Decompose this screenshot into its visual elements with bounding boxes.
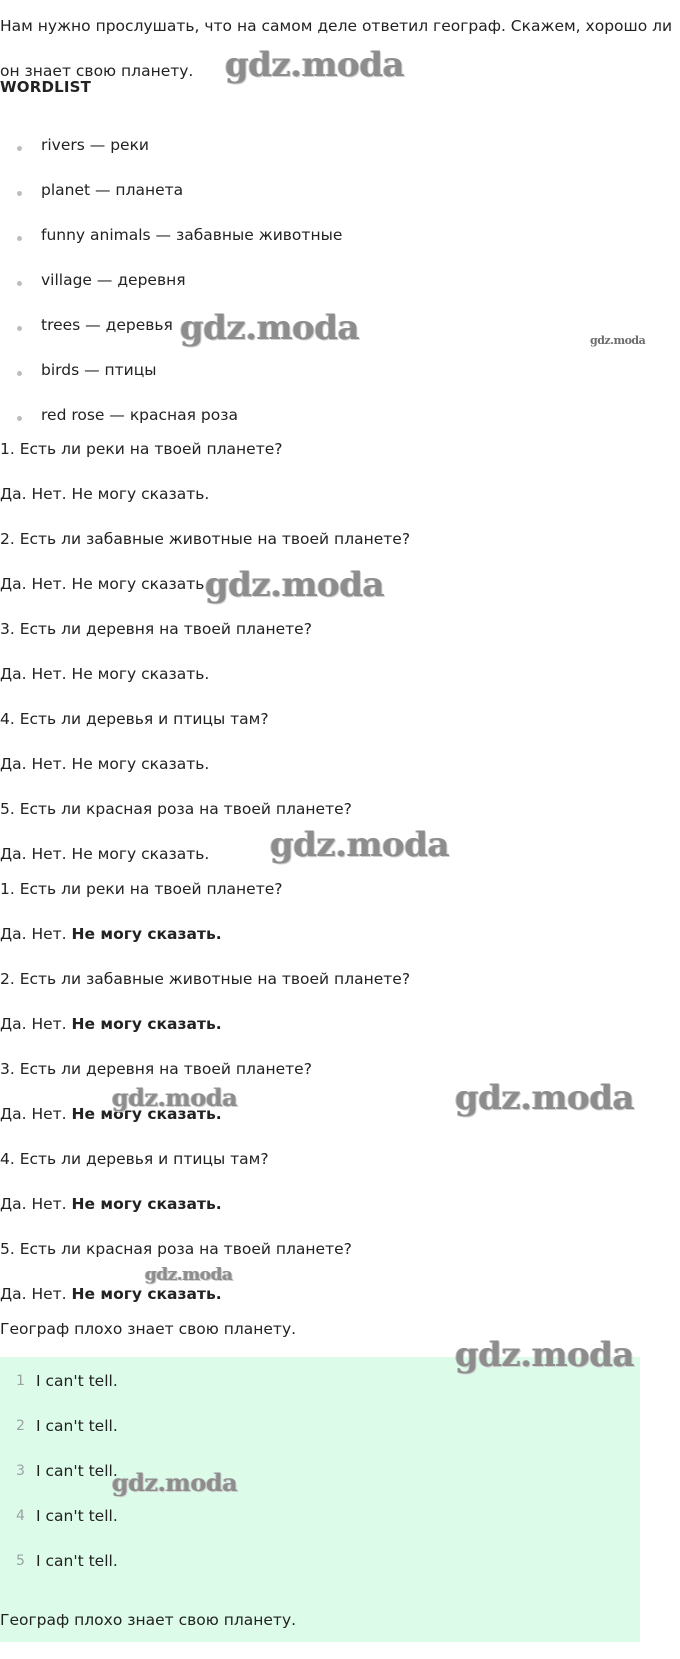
answer-plain: Да. Нет. (0, 1195, 72, 1213)
answer-options: Да. Нет. Не могу сказать. (0, 485, 210, 503)
answer-box-conclusion: Географ плохо знает свою планету. (0, 1611, 297, 1629)
line-text: I can't tell. (36, 1462, 118, 1480)
answer-plain: Да. Нет. (0, 1285, 72, 1303)
line-number: 1 (16, 1373, 25, 1389)
answer-options: Да. Нет. Не могу сказать. (0, 755, 210, 773)
wordlist-item-text: rivers — реки (41, 136, 150, 154)
watermark: gdz.moda (225, 45, 405, 85)
watermark: gdz.moda (145, 1265, 233, 1285)
bullet-icon (17, 236, 22, 241)
answer-selected: Не могу сказать. (71, 1195, 222, 1213)
question-text: 2. Есть ли забавные животные на твоей планете? (0, 970, 411, 988)
line-text: I can't tell. (36, 1507, 118, 1525)
line-number: 4 (16, 1508, 25, 1524)
question-text: 4. Есть ли деревья и птицы там? (0, 1150, 269, 1168)
question-text: 5. Есть ли красная роза на твоей планете? (0, 800, 352, 818)
line-number: 5 (16, 1553, 25, 1569)
answer-selected: Не могу сказать. (71, 925, 222, 943)
watermark: gdz.moda (112, 1468, 238, 1497)
wordlist-item-text: birds — птицы (41, 361, 157, 379)
answer-box (0, 1357, 640, 1642)
question-text: 3. Есть ли деревня на твоей планете? (0, 620, 312, 638)
question-text: 4. Есть ли деревья и птицы там? (0, 710, 269, 728)
bullet-icon (17, 191, 22, 196)
answer-line (0, 1195, 222, 1213)
watermark: gdz.moda (270, 825, 450, 865)
answer-plain: Да. Нет. (0, 925, 72, 943)
line-number: 3 (16, 1463, 25, 1479)
answer-options: Да. Нет. Не могу сказать. (0, 575, 210, 593)
answer-selected: Не могу сказать. (71, 1015, 222, 1033)
line-number: 2 (16, 1418, 25, 1434)
answer-line (0, 1015, 222, 1033)
line-text: I can't tell. (36, 1552, 118, 1570)
answer-selected: Не могу сказать. (71, 1285, 222, 1303)
answer-options: Да. Нет. Не могу сказать. (0, 845, 210, 863)
watermark: gdz.moda (180, 308, 360, 348)
line-text: I can't tell. (36, 1372, 118, 1390)
wordlist-title: WORDLIST (0, 78, 92, 96)
conclusion-text: Географ плохо знает свою планету. (0, 1320, 297, 1338)
question-text: 2. Есть ли забавные животные на твоей планете? (0, 530, 411, 548)
answer-line (0, 925, 222, 943)
question-text: 5. Есть ли красная роза на твоей планете? (0, 1240, 352, 1258)
question-text: 1. Есть ли реки на твоей планете? (0, 440, 283, 458)
wordlist-item-text: trees — деревья (41, 316, 173, 334)
wordlist-item-text: village — деревня (41, 271, 186, 289)
answer-line (0, 1285, 222, 1303)
answer-plain: Да. Нет. (0, 1105, 72, 1123)
question-text: 3. Есть ли деревня на твоей планете? (0, 1060, 312, 1078)
watermark: gdz.moda (205, 565, 385, 605)
bullet-icon (17, 281, 22, 286)
answer-selected: Не могу сказать. (71, 1105, 222, 1123)
watermark: gdz.moda (590, 334, 646, 347)
wordlist-item-text: red rose — красная роза (41, 406, 238, 424)
answer-options: Да. Нет. Не могу сказать. (0, 665, 210, 683)
intro-text: Нам нужно прослушать, что на самом деле ответил географ. Скажем, хорошо ли он знает свою планету. (0, 17, 673, 80)
bullet-icon (17, 416, 22, 421)
line-text: I can't tell. (36, 1417, 118, 1435)
answer-plain: Да. Нет. (0, 1015, 72, 1033)
wordlist-item-text: funny animals — забавные животные (41, 226, 343, 244)
bullet-icon (17, 146, 22, 151)
question-text: 1. Есть ли реки на твоей планете? (0, 880, 283, 898)
wordlist-item-text: planet — планета (41, 181, 184, 199)
bullet-icon (17, 371, 22, 376)
watermark: gdz.moda (112, 1083, 238, 1112)
watermark: gdz.moda (455, 1335, 635, 1375)
watermark: gdz.moda (455, 1078, 635, 1118)
bullet-icon (17, 326, 22, 331)
